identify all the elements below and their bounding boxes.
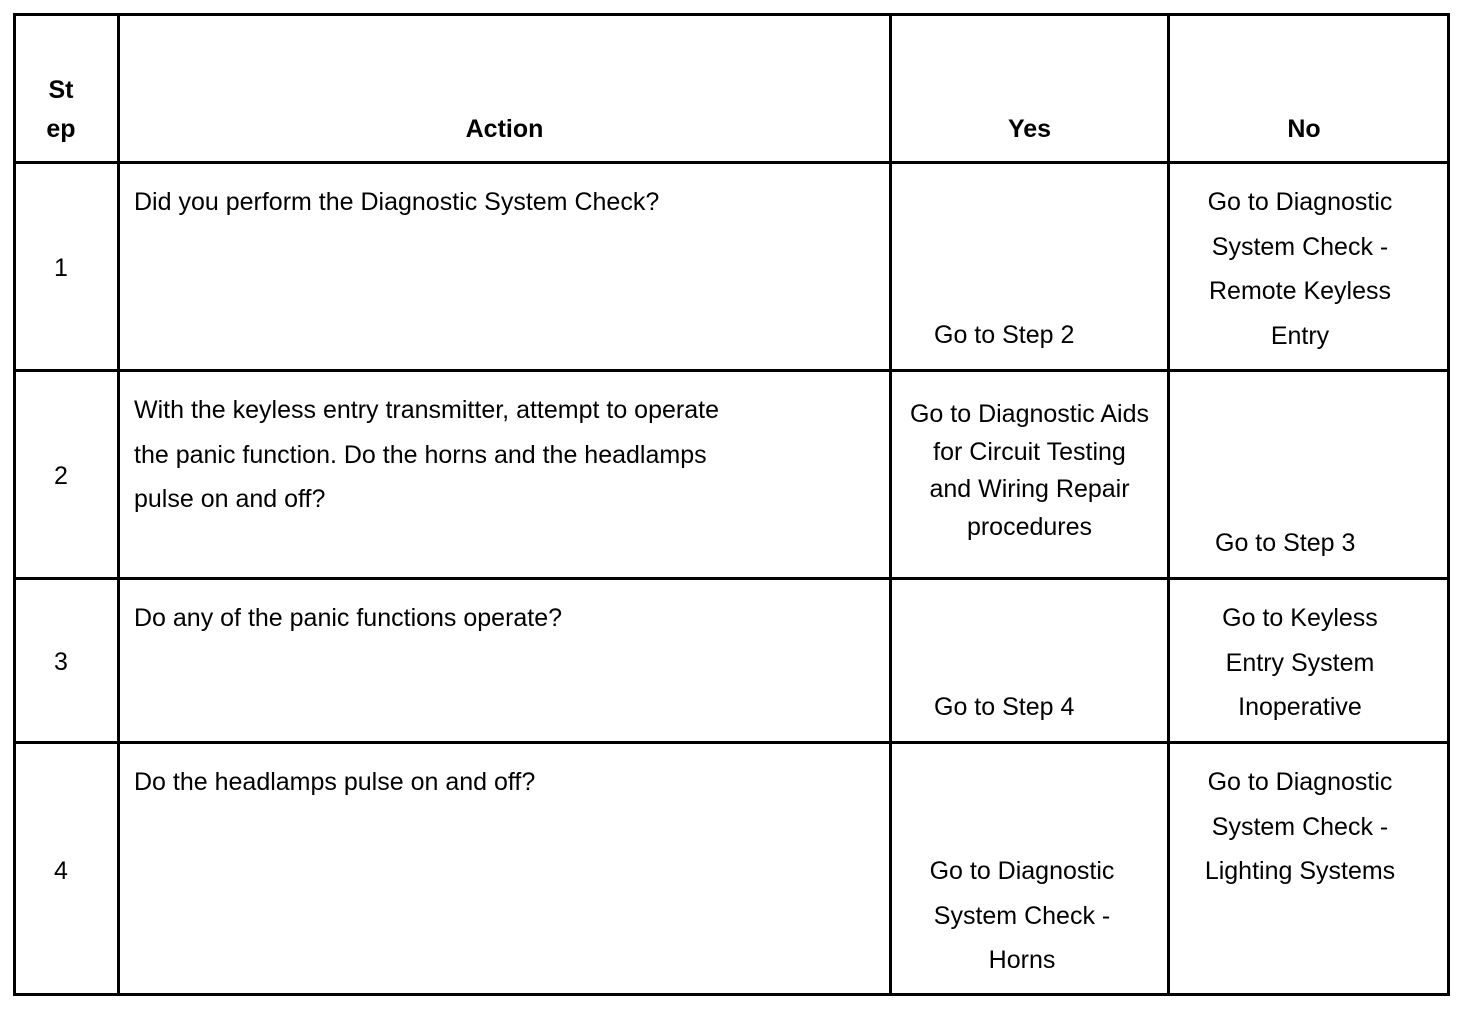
no-outcome: Go to Diagnostic System Check - Remote Keyless Entry	[1207, 188, 1393, 350]
action-text: With the keyless entry transmitter, attempt to operate the panic function. Do the horns and the headlamps pulse on and off?	[134, 396, 719, 513]
header-action: Action	[465, 115, 544, 143]
yes-outcome: Go to Step 4	[934, 693, 1075, 721]
step-number: 2	[54, 462, 68, 490]
header-step	[16, 71, 106, 149]
yes-outcome: Go to Diagnostic Aids for Circuit Testing and Wiring Repair procedures	[909, 400, 1149, 541]
header-step-line1: St	[48, 76, 74, 104]
header-step-line2: ep	[46, 115, 76, 143]
step-number: 1	[54, 254, 68, 282]
action-text: Do any of the panic functions operate?	[134, 604, 563, 632]
header-yes: Yes	[1007, 115, 1052, 143]
no-outcome: Go to Step 3	[1215, 529, 1356, 557]
row-divider	[16, 741, 1447, 744]
no-outcome: Go to Keyless Entry System Inoperative	[1222, 604, 1378, 721]
yes-outcome: Go to Diagnostic System Check - Horns	[929, 857, 1115, 974]
yes-outcome: Go to Step 2	[934, 321, 1075, 349]
row-divider	[16, 161, 1447, 164]
no-outcome: Go to Diagnostic System Check - Lighting Systems	[1204, 768, 1396, 885]
header-no: No	[1287, 115, 1321, 143]
action-text: Do the headlamps pulse on and off?	[134, 768, 536, 796]
step-number: 3	[54, 648, 68, 676]
row-divider	[16, 577, 1447, 580]
action-text: Did you perform the Diagnostic System Check?	[134, 188, 660, 216]
diagnostic-table	[13, 13, 1450, 996]
step-number: 4	[54, 857, 68, 885]
row-divider	[16, 369, 1447, 372]
